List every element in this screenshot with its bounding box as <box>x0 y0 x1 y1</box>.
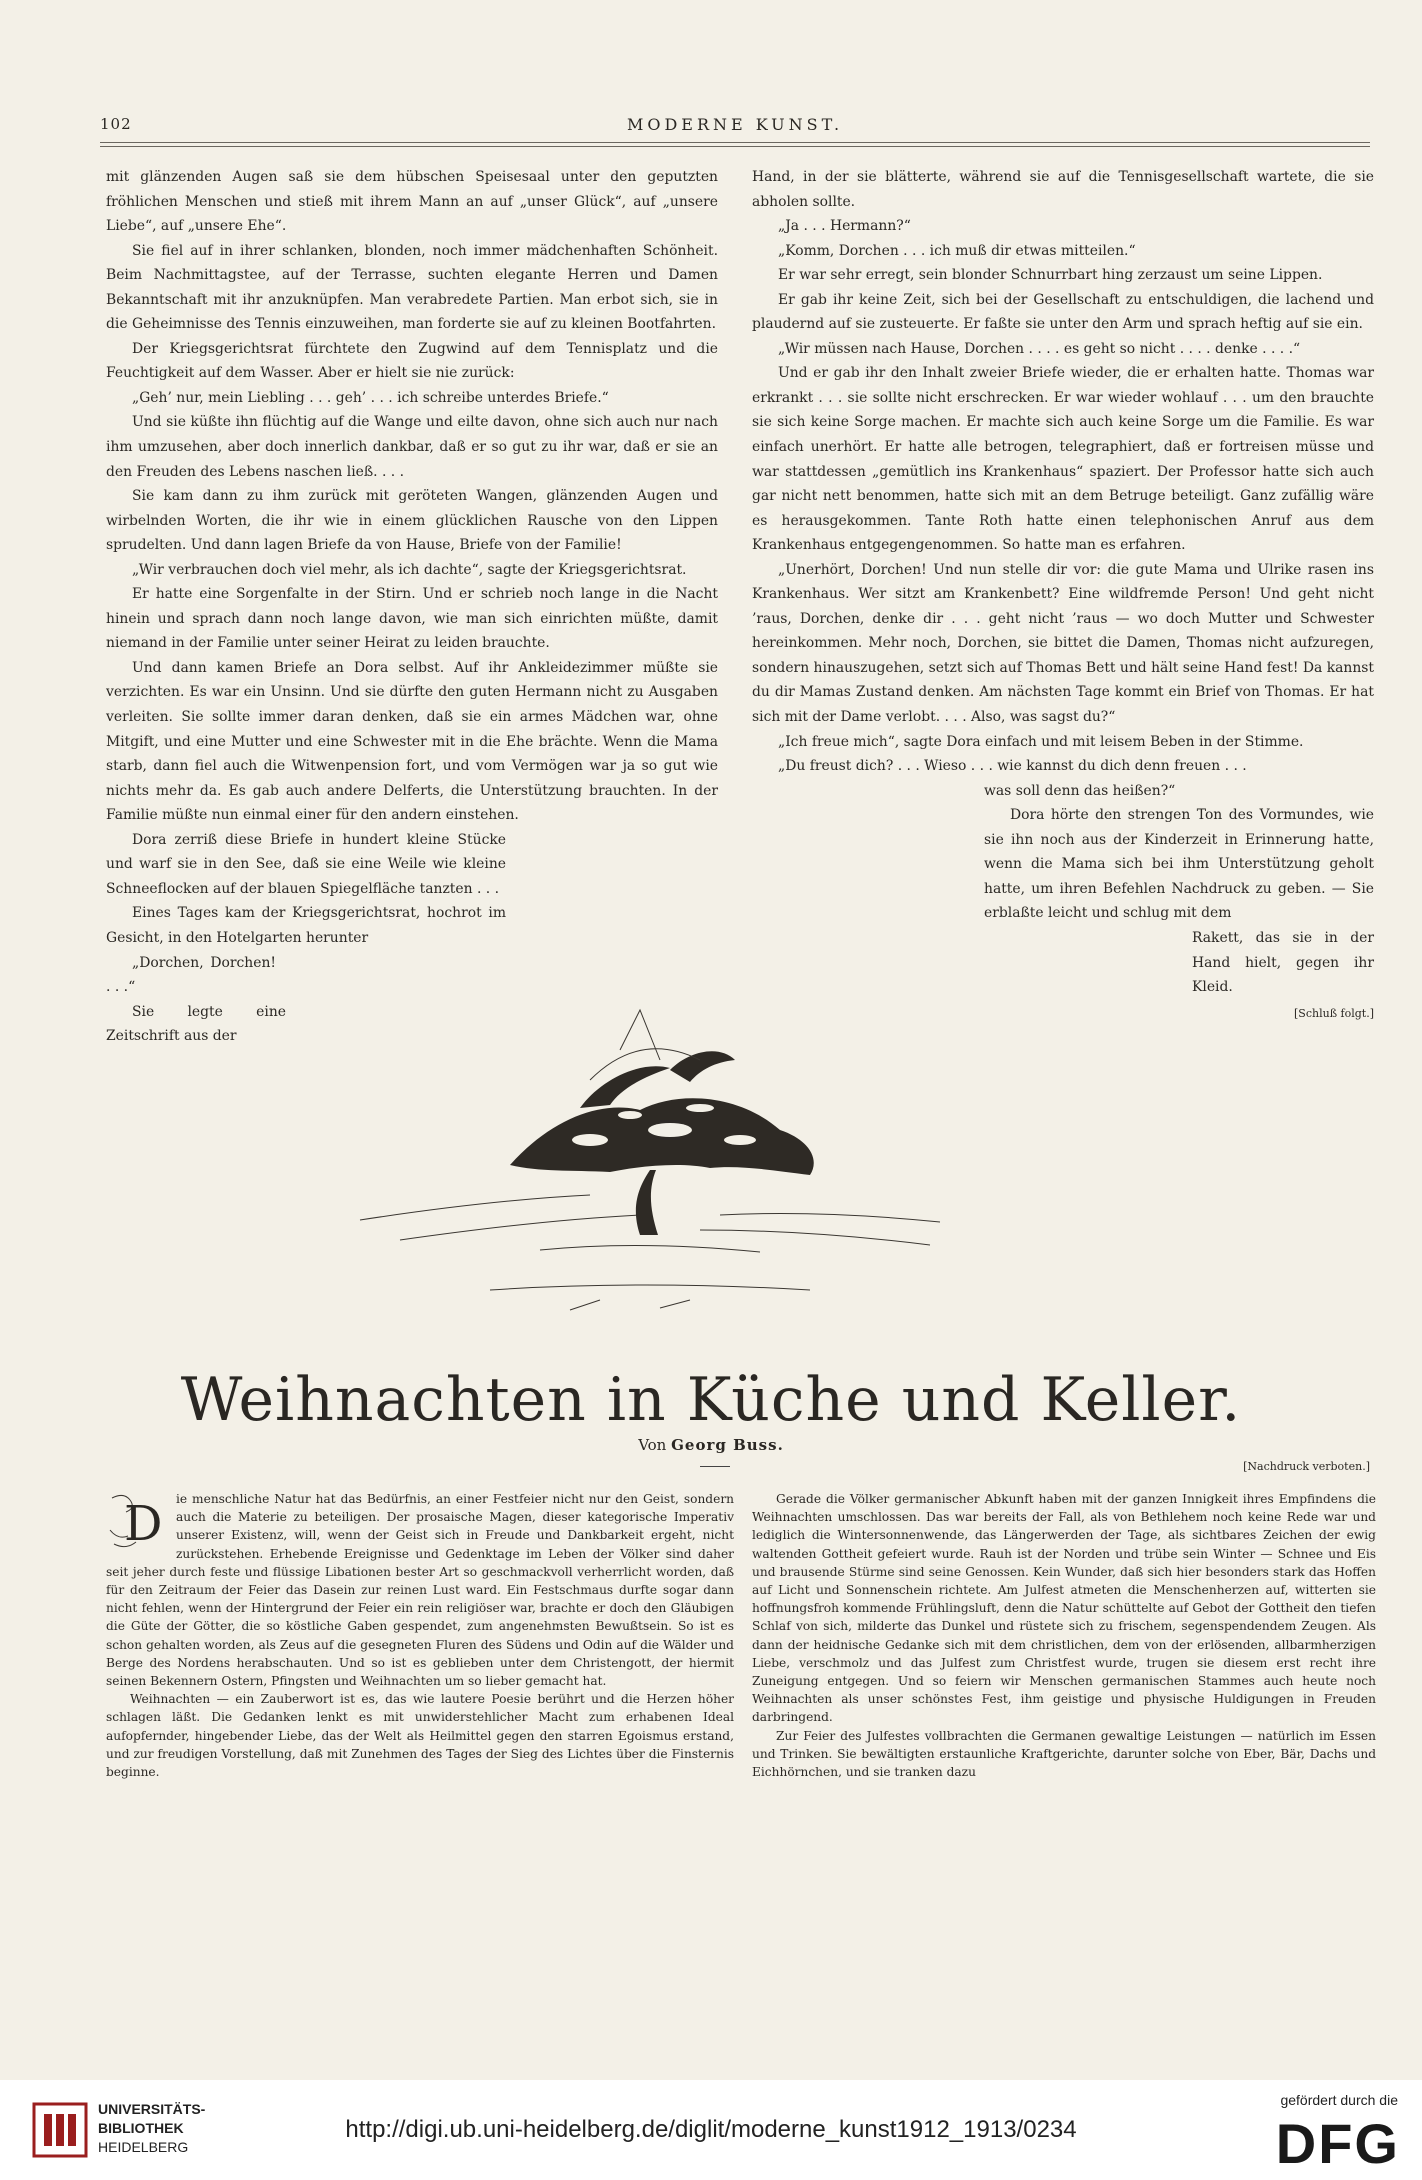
article-column-left <box>106 1490 734 1781</box>
article-column-right <box>752 1490 1376 1781</box>
paragraph: was soll denn das heißen?“ <box>984 782 1176 799</box>
paragraph: Hand, in der sie blätterte, während sie auf die Tennisgesellschaft wartete, die sie abholen sollte. <box>752 169 1374 210</box>
paragraph: ie menschliche Natur hat das Bedürfnis, an einer Festfeier nicht nur den Geist, sondern auch die Materie zu beteiligen. Der prosaische Magen, dieser kategorische Imperativ unserer Existenz, will, wenn der Geist sich in Freude und Dankbarkeit ergeht, nicht zurückstehen. Erhebende Ereignisse und Gedenktage im Leben der Völker sind daher seit jeher durch feste und flüssige Libationen bester Art so geschmackvoll verherrlicht worden, daß für den Zeitraum der Feier das Dasein zur reinen Lust ward. Ein Festschmaus durfte sogar dann nicht fehlen, wenn der Hintergrund der Feier ein rein religiöser war, brachte er doch den Gläubigen die Güte der Götter, die so köstliche Gaben gespendet, zum angenehmsten Bewußtsein. So ist es schon gehalten worden, als Zeus auf die gesegneten Fluren des Südens und Odin auf die Wälder und Berge des Nordens herabschauten. Und so ist es geblieben unter dem Christengott, der hiermit seinen Bekennern Ostern, Pfingsten und Weihnachten um so lieber gemacht hat. <box>106 1492 734 1689</box>
library-name-line: HEIDELBERG <box>98 2139 189 2155</box>
paragraph: Sie fiel auf in ihrer schlanken, blonden, noch immer mädchenhaften Schönheit. Beim Nachmittagstee, auf der Terrasse, suchten elegante Herren und Damen Bekanntschaft mit ihr anzuknüpfen. Man verabredete Partien. Man erbot sich, sie in die Geheimnisse des Tennis einzuweihen, man forderte sie auf zu kleinen Bootfahrten. <box>106 242 718 333</box>
paragraph: „Geh’ nur, mein Liebling . . . geh’ . . . ich schreibe unterdes Briefe.“ <box>132 389 609 406</box>
paragraph: Rakett, das sie in der Hand hielt, gegen ihr Kleid. <box>1192 929 1374 996</box>
header-rule <box>100 142 1370 143</box>
permalink-url[interactable]: http://digi.ub.uni-heidelberg.de/diglit/moderne_kunst1912_1913/0234 <box>345 2116 1077 2143</box>
byline-prefix: Von <box>638 1436 667 1454</box>
paragraph: Eines Tages kam der Kriegsgerichtsrat, hochrot im Gesicht, in den Hotelgarten herunter <box>106 905 506 946</box>
paragraph: Gerade die Völker germanischer Abkunft haben mit der ganzen Innigkeit ihres Empfindens die Weihnachten umschlossen. Das war bereits der Fall, als von Bethlehem noch keine Rede war und lediglich die Wintersonnenwende, das Längerwerden der Tage, als sichtbares Zeichen der ewig waltenden Gottheit gefeiert wurde. Rauh ist der Norden und trübe sein Winter — Schnee und Eis und brausende Stürme sind seine Genossen. Kein Wunder, daß sich hier besonders stark das Hoffen auf Licht und Sonnenschein richtete. Am Julfest atmeten die Menschenherzen auf, witterten sie hoffnungsfroh kommende Frühlingsluft, denn die Natur schüttelte auf Gebot der Gottheit den tiefen Schlaf von sich, milderte das Dunkel und rüstete sich zu frischem, segenspendendem Zeugen. Als dann der heidnische Gedanke sich mit dem christlichen, dem von der erlösenden, allbarmherzigen Liebe, verschmolz und das Julfest zum Christfest wurde, trugen sie diesem erst recht ihre Zuneigung entgegen. Und so feiern wir Menschen germanischen Stammes auch heute noch Weihnachten als unser schönstes Fest, ihm geistige und physische Huldigungen in Freuden darbringend. <box>752 1492 1376 1725</box>
paragraph: Der Kriegsgerichtsrat fürchtete den Zugwind auf dem Tennisplatz und die Feuchtigkeit auf dem Wasser. Aber er hielt sie nie zurück: <box>106 340 718 382</box>
reprint-note: [Nachdruck verboten.] <box>1243 1460 1370 1473</box>
byline-separator <box>700 1466 730 1467</box>
paragraph: „Ja . . . Hermann?“ <box>778 218 911 235</box>
paragraph: Er hatte eine Sorgenfalte in der Stirn. Und er schrieb noch lange in die Nacht hinein und sprach dann noch lange davon, wie man sich einrichten müßte, damit niemand in der Familie unter seiner Heirat zu leiden brauchte. <box>106 586 718 652</box>
paragraph: Sie legte eine Zeitschrift aus der <box>106 1003 286 1045</box>
paragraph: Er war sehr erregt, sein blonder Schnurrbart hing zerzaust um seine Lippen. <box>778 267 1323 284</box>
continued-note: [Schluß folgt.] <box>1294 1006 1374 1020</box>
paragraph: Und sie küßte ihn flüchtig auf die Wange und eilte davon, ohne sich auch nur nach ihm umzusehen, aber doch innerlich dankbar, daß er so gut zu ihr war, daß er sie an den Freuden des Lebens naschen ließ. . . . <box>106 414 718 480</box>
paragraph: „Wir müssen nach Hause, Dorchen . . . . es geht so nicht . . . . denke . . . .“ <box>778 340 1301 357</box>
paragraph: Zur Feier des Julfestes vollbrachten die Germanen gewaltige Leistungen — natürlich im Essen und Trinken. Sie bewältigten erstaunliche Kraftgerichte, darunter solche von Eber, Bär, Dachs und Eichhörnchen, und sie tranken dazu <box>752 1728 1376 1780</box>
story-column-left <box>106 165 718 1049</box>
paragraph: „Unerhört, Dorchen! Und nun stelle dir vor: die gute Mama und Ulrike rasen ins Krankenhaus. Wer sitzt am Krankenbett? Eine wildfremde Person! Und geht nicht ’raus, Dorchen, denke dir . . . geht nicht ’raus — wo doch Mutter und Schwester hereinkommen. Mehr noch, Dorchen, sie bittet die Damen, Thomas nicht aufzuregen, sondern hinauszugehen, setzt sich auf Thomas Bett und hält seine Hand fest! Da kannst du dir Mamas Zustand denken. Am nächsten Tage kommt ein Brief von Thomas. Er hat sich mit der Dame verlobt. . . . Also, was sagst du?“ <box>752 561 1374 726</box>
paragraph: Dora zerriß diese Briefe in hundert kleine Stücke und warf sie in den See, daß sie eine Weile wie kleine Schneeflocken auf der blauen Spiegelfläche tanzten . . . <box>106 831 506 897</box>
author-name: Georg Buss. <box>671 1436 784 1454</box>
paragraph: Dora hörte den strengen Ton des Vormundes, wie sie ihn noch aus der Kinderzeit in Erinnerung hatte, wenn die Mama sich bei ihm Unterstützung geholt hatte, um ihren Befehlen Nachdruck zu geben. — Sie erblaßte leicht und schlug mit dem <box>984 807 1374 922</box>
journal-title: MODERNE KUNST. <box>626 115 844 134</box>
header-rule-2 <box>100 146 1370 147</box>
paragraph: „Dorchen, Dorchen! . . .“ <box>106 954 276 996</box>
text-wrap-right-2 <box>1192 926 1374 1026</box>
digitization-footer <box>0 2080 1422 2180</box>
dropcap-letter: D <box>124 1496 163 1552</box>
paragraph: Er gab ihr keine Zeit, sich bei der Gesellschaft zu entschuldigen, die lachend und plaudernd auf sie zusteuerte. Er faßte sie unter den Arm und sprach heftig auf sie ein. <box>752 291 1374 333</box>
paragraph: Und dann kamen Briefe an Dora selbst. Auf ihr Ankleidezimmer müßte sie verzichten. Es war ein Unsinn. Und sie dürfte den guten Hermann nicht zu Ausgaben verleiten. Sie sollte immer daran denken, daß sie ein armes Mädchen war, ohne Mitgift, und eine Mutter und eine Schwester mit in die Ehe brächte. Wenn die Mama starb, dann fiel auch die Witwenpension fort, und vom Vermögen war ja so gut wie nichts mehr da. Es gab auch andere Delferts, die Unterstützung brauchten. In der Familie müßte nun einmal einer für den andern einstehen. <box>106 659 718 824</box>
paragraph: Sie kam dann zu ihm zurück mit geröteten Wangen, glänzenden Augen und wirbelnden Worten, die ihr wie in einem glücklichen Rausche von den Lippen sprudelten. Und dann lagen Briefe da von Hause, Briefe von der Familie! <box>106 488 718 554</box>
page-header <box>100 115 1370 145</box>
article-title: Weihnachten in Küche und Keller. <box>180 1365 1242 1435</box>
paragraph: „Ich freue mich“, sagte Dora einfach und mit leisem Beben in der Stimme. <box>778 733 1304 750</box>
funding-label: gefördert durch die <box>1280 2092 1398 2108</box>
paragraph: „Du freust dich? . . . Wieso . . . wie kannst du dich denn freuen . . . <box>778 758 1247 775</box>
page-number: 102 <box>100 115 132 133</box>
paragraph: „Komm, Dorchen . . . ich muß dir etwas mitteilen.“ <box>778 242 1136 259</box>
byline <box>0 1436 1422 1454</box>
paragraph: mit glänzenden Augen saß sie dem hübschen Speisesaal unter den geputzten fröhlichen Menschen und stieß mit ihrem Mann an auf „unser Glück“, auf „unsere Liebe“, auf „unsere Ehe“. <box>106 169 718 235</box>
paragraph: „Wir verbrauchen doch viel mehr, als ich dachte“, sagte der Kriegsgerichtsrat. <box>132 561 687 578</box>
paragraph: Und er gab ihr den Inhalt zweier Briefe wieder, die er erhalten hatte. Thomas war erkrankt . . . sie sollte nicht erschrecken. Er war wieder wohlauf . . . um den brauchte sie sich keine Sorge machen. Er machte sich auch keine Sorge um die Familie. Es war einfach unerhört. Er hatte alle betrogen, telegraphiert, daß er fortreisen müsse und war stattdessen „gemütlich ins Krankenhaus“ spaziert. Der Professor hatte sich auch gar nicht nett benommen, hatte sich mit an dem Betruge beteiligt. Ganz zufällig wäre es herausgekommen. Tante Roth hatte einen telephonischen Anruf aus dem Krankenhaus entgegengenommen. So hatte man es erfahren. <box>752 365 1374 554</box>
dropcap-ornament <box>106 1490 168 1552</box>
story-column-right <box>752 165 1374 1026</box>
library-name-line: BIBLIOTHEK <box>98 2120 184 2136</box>
dfg-logo: DFG <box>1275 2112 1400 2175</box>
tree-illustration <box>340 990 950 1330</box>
library-name-line: UNIVERSITÄTS- <box>98 2101 206 2117</box>
paragraph: Weihnachten — ein Zauberwort ist es, das wie lautere Poesie berührt und die Herzen höher schlagen läßt. Die Gedanken lenkt es mit unwiderstehlicher Macht zum erhabenen Ideal aufopfernder, hingebender Liebe, das der Welt als Heilmittel gegen den starren Egoismus erstand, und zur freudigen Vorstellung, daß mit Zunehmen des Tages der Sieg des Lichtes über die Finsternis beginne. <box>106 1692 734 1780</box>
text-wrap-right <box>984 779 1374 926</box>
